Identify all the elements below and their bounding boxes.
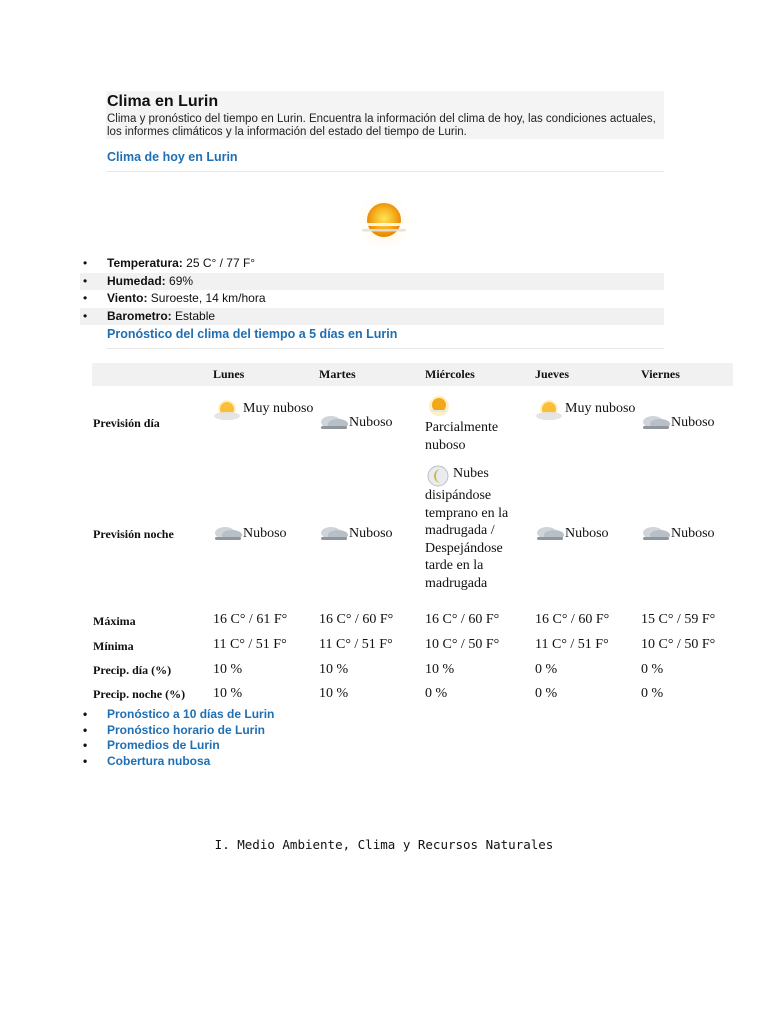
day-header: Miércoles (425, 367, 475, 381)
precip-night-cell: 10 % (213, 686, 243, 701)
day-forecast-cell: Muy nuboso (535, 400, 641, 422)
cloud-icon (535, 525, 565, 543)
precip-night-cell: 0 % (641, 686, 664, 701)
list-item-temperature: • Temperatura: 25 C° / 77 F° (80, 255, 664, 273)
forecast-table-header (92, 363, 733, 386)
max-temp-cell: 16 C° / 60 F° (319, 612, 394, 627)
link-cloud-cover[interactable]: • Cobertura nubosa (80, 754, 274, 770)
intro-text: Clima y pronóstico del tiempo en Lurin. Encuentra la información del clima de hoy, las condiciones actuales, los informes climáticos y la información del estado del tiempo de Lurin. (107, 113, 656, 138)
row-label-max: Máxima (93, 614, 136, 628)
max-temp-cell: 15 C° / 59 F° (641, 612, 716, 627)
forecast-heading-link[interactable]: Pronóstico del clima del tiempo a 5 días en Lurin (107, 327, 398, 341)
divider (106, 348, 664, 349)
min-temp-cell: 10 C° / 50 F° (425, 637, 500, 652)
precip-night-cell: 0 % (425, 686, 448, 701)
precip-day-cell: 10 % (213, 662, 243, 677)
cloud-icon (641, 525, 671, 543)
cloud-icon (213, 525, 243, 543)
link-hourly-forecast[interactable]: • Pronóstico horario de Lurin (80, 723, 274, 739)
list-item-barometer: • Barometro: Estable (80, 308, 664, 326)
day-forecast-cell: Nuboso (641, 414, 747, 432)
list-item-wind: • Viento: Suroeste, 14 km/hora (80, 290, 664, 308)
sun-cloud-icon (535, 400, 565, 422)
precip-day-cell: 10 % (425, 662, 455, 677)
row-label-day: Previsión día (93, 416, 160, 430)
divider (106, 171, 664, 172)
cloud-icon (319, 525, 349, 543)
sun-cloud-icon (213, 400, 243, 422)
today-heading-link[interactable]: Clima de hoy en Lurin (107, 150, 238, 164)
day-forecast-cell: Muy nuboso (213, 400, 319, 422)
max-temp-cell: 16 C° / 61 F° (213, 612, 288, 627)
min-temp-cell: 11 C° / 51 F° (213, 637, 287, 652)
precip-night-cell: 0 % (535, 686, 558, 701)
day-header: Lunes (213, 367, 245, 381)
precip-night-cell: 10 % (319, 686, 349, 701)
link-averages[interactable]: • Promedios de Lurin (80, 738, 274, 754)
night-forecast-cell: Nuboso (213, 525, 319, 543)
min-temp-cell: 11 C° / 51 F° (319, 637, 393, 652)
sun-icon (352, 190, 416, 254)
min-temp-cell: 11 C° / 51 F° (535, 637, 609, 652)
min-temp-cell: 10 C° / 50 F° (641, 637, 716, 652)
link-10-day-forecast[interactable]: • Pronóstico a 10 días de Lurin (80, 707, 274, 723)
row-label-night: Previsión noche (93, 527, 174, 541)
current-conditions-list (80, 255, 664, 325)
precip-day-cell: 10 % (319, 662, 349, 677)
row-label-precip-night: Precip. noche (%) (93, 687, 186, 701)
night-forecast-cell: Nuboso (641, 525, 747, 543)
section-heading: I. Medio Ambiente, Clima y Recursos Naturales (214, 837, 554, 852)
sun-small-icon (425, 393, 453, 419)
day-forecast-cell: Parcialmente nuboso (425, 393, 531, 454)
day-forecast-cell: Nuboso (319, 414, 425, 432)
night-forecast-cell: Nuboso (319, 525, 425, 543)
list-item-humidity: • Humedad: 69% (80, 273, 664, 291)
day-header: Martes (319, 367, 356, 381)
moon-icon (425, 465, 453, 487)
row-label-precip-day: Precip. día (%) (93, 663, 172, 677)
precip-day-cell: 0 % (535, 662, 558, 677)
max-temp-cell: 16 C° / 60 F° (535, 612, 610, 627)
related-links-list (80, 707, 274, 769)
cloud-icon (319, 414, 349, 432)
cloud-icon (641, 414, 671, 432)
row-label-min: Mínima (93, 639, 134, 653)
night-forecast-cell: Nubes disipándose temprano en la madrugada / Despejándose tarde en la madrugada (425, 466, 509, 591)
precip-day-cell: 0 % (641, 662, 664, 677)
night-forecast-cell: Nuboso (535, 525, 641, 543)
page-title: Clima en Lurin (107, 93, 219, 110)
max-temp-cell: 16 C° / 60 F° (425, 612, 500, 627)
day-header: Jueves (535, 367, 569, 381)
day-header: Viernes (641, 367, 680, 381)
